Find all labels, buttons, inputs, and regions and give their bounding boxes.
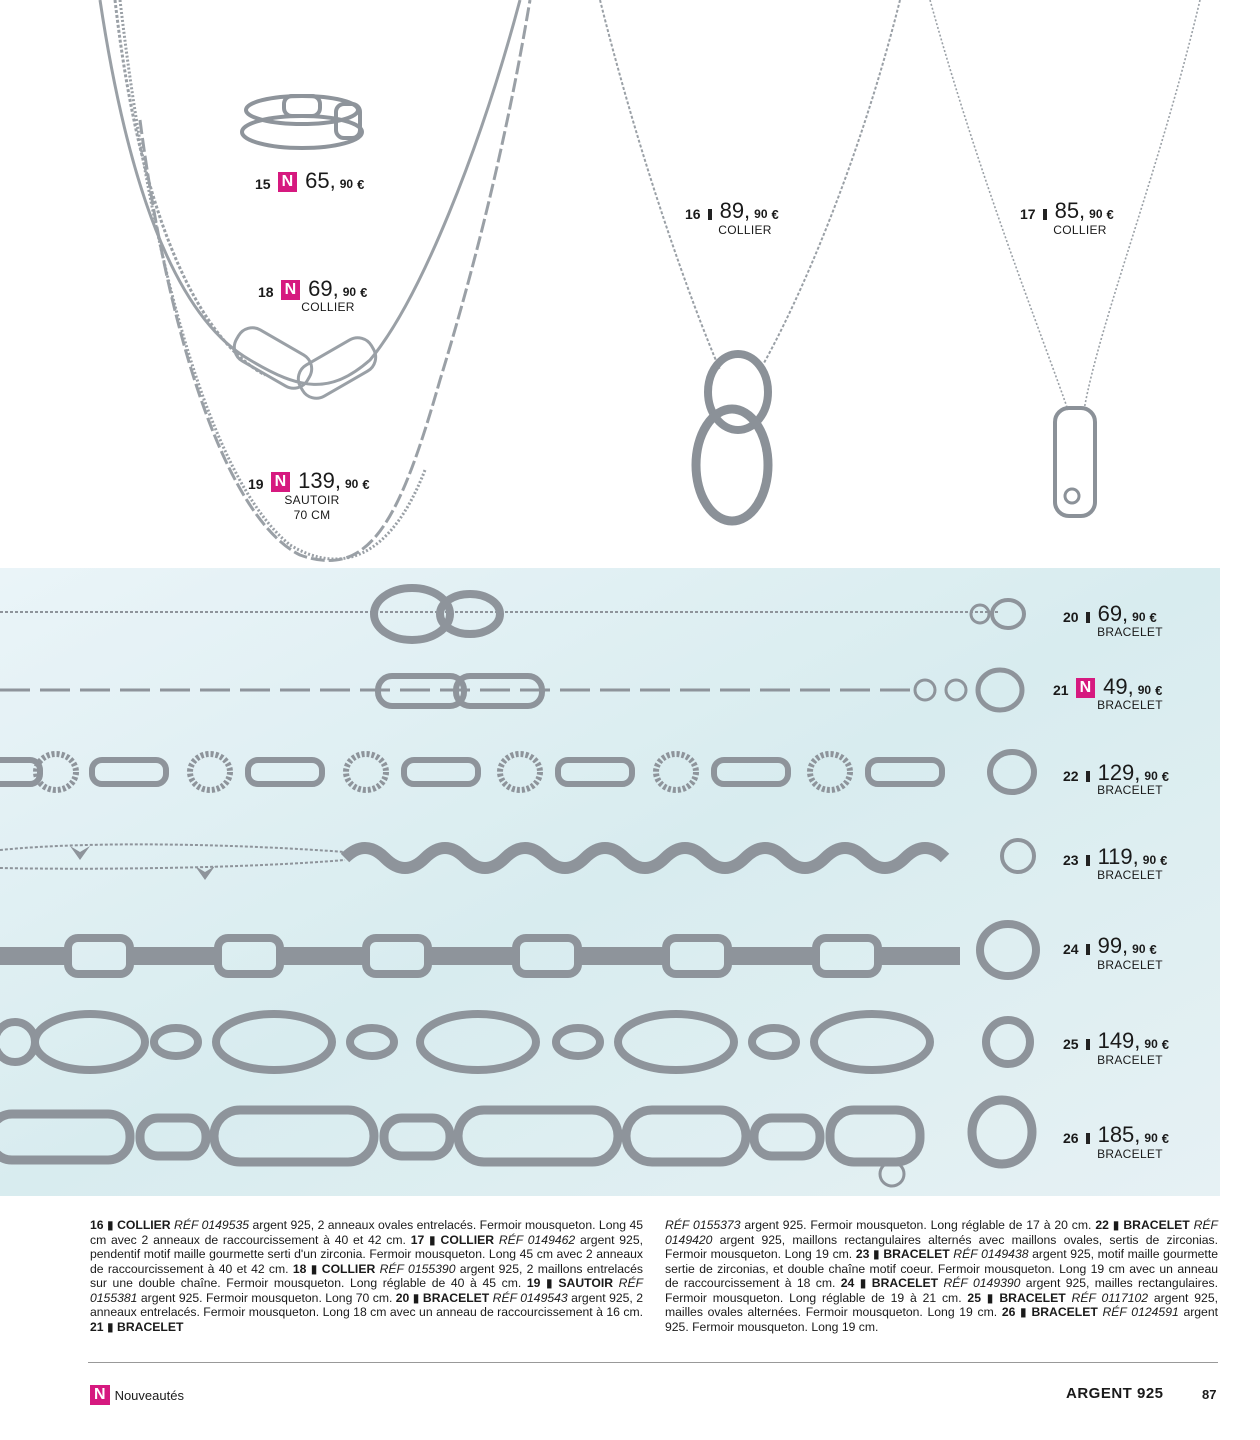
item-label-25: BRACELET — [1097, 1053, 1163, 1067]
price-tag-21 — [1053, 676, 1162, 698]
price-euros: 139, — [298, 468, 341, 493]
item-number: 26 — [1063, 1130, 1079, 1146]
desc-num: 18 — [292, 1261, 307, 1276]
necklace-17-image — [930, 0, 1200, 516]
price-cents: 90 — [1144, 1037, 1158, 1051]
price-cents: 90 — [1132, 610, 1146, 624]
desc-text: argent 925. Fermoir mousqueton. Long réglable de 17 à 20 cm. — [740, 1218, 1096, 1232]
new-badge: N — [281, 280, 301, 300]
desc-text: argent 925. Fermoir mousqueton. Long 19 cm. — [665, 1305, 1218, 1334]
desc-ref: RÉF 0124591 — [1102, 1305, 1179, 1319]
item-label-26: BRACELET — [1097, 1147, 1163, 1161]
desc-num: 20 — [395, 1290, 410, 1305]
desc-text: argent 925, mailles rectangulaires. Fermoir mousqueton. Long réglable de 19 à 21 cm. — [665, 1276, 1218, 1305]
desc-text: argent 925, motif maille gourmette sertie de zirconias, et double chaîne motif coeur. Fermoir mousqueton. Long 19 cm avec un anneau de raccourcissement à 18 cm. — [665, 1247, 1218, 1290]
desc-type: COLLIER — [440, 1232, 495, 1247]
item-number: 23 — [1063, 852, 1079, 868]
bracelet-background-band — [0, 568, 1220, 1196]
price-euros: 99, — [1097, 933, 1129, 958]
currency: € — [1161, 769, 1169, 784]
price-euros: 69, — [1097, 601, 1129, 626]
price-euros: 89, — [719, 198, 751, 223]
item-label-24: BRACELET — [1097, 958, 1163, 972]
desc-ref: RÉF 0155381 — [90, 1276, 644, 1305]
footer-legend — [90, 1385, 184, 1405]
desc-type: BRACELET — [1123, 1218, 1190, 1232]
currency: € — [1106, 207, 1114, 222]
price-cents: 90 — [1144, 1131, 1158, 1145]
currency: € — [357, 177, 365, 192]
item-label-19: SAUTOIR — [284, 493, 340, 507]
desc-ref: RÉF 0149543 — [492, 1290, 568, 1305]
desc-ref: RÉF 0149390 — [943, 1276, 1021, 1290]
item-label-22: BRACELET — [1097, 783, 1163, 797]
desc-text: argent 925, mailles ovales alternées. Fermoir mousqueton. Long 19 cm. — [665, 1290, 1218, 1319]
item-number: 17 — [1020, 206, 1036, 222]
new-badge: N — [90, 1385, 110, 1405]
item-number: 18 — [258, 284, 274, 300]
price-euros: 149, — [1097, 1028, 1141, 1053]
price-tag-22 — [1063, 762, 1169, 784]
desc-ref: RÉF 0155373 — [665, 1218, 741, 1232]
currency: € — [360, 285, 368, 300]
desc-num: 23 — [855, 1247, 870, 1261]
desc-type: BRACELET — [1031, 1305, 1098, 1319]
currency: € — [1149, 610, 1157, 625]
price-euros: 85, — [1054, 198, 1086, 223]
desc-num: 26 — [1001, 1305, 1016, 1319]
desc-ref: RÉF 0117102 — [1071, 1290, 1149, 1305]
price-cents: 90 — [1137, 683, 1152, 697]
desc-type: COLLIER — [117, 1218, 171, 1232]
price-tag-16 — [685, 200, 779, 222]
ring-15-image — [242, 96, 362, 148]
footer-divider — [88, 1362, 1218, 1363]
new-badge: N — [271, 472, 291, 492]
page-number: 87 — [1202, 1387, 1217, 1402]
price-cents: 90 — [1132, 942, 1146, 956]
price-tag-20 — [1063, 603, 1157, 625]
item-number: 25 — [1063, 1036, 1079, 1052]
desc-ref: RÉF 0149462 — [498, 1232, 576, 1247]
new-badge: N — [278, 172, 298, 192]
price-tag-26 — [1063, 1124, 1169, 1146]
description-column-right: RÉF 0155373 argent 925. Fermoir mousqueton. Long réglable de 17 à 20 cm. 22 ▮ BRACELET RÉF 0149420 argent 925, maillons rectangulaires alternés avec maillons ovales, sertis de zirconias. Fermoir mousqueton. Long 19 cm. 23 ▮ BRACELET RÉF 0149438 argent 925, motif maille gourmette sertie de zirconias, et double chaîne motif coeur. Fermoir mousqueton. Long 19 cm avec un anneau de raccourcissement à 18 cm. 24 ▮ BRACELET RÉF 0149390 argent 925, mailles rectangulaires. Fermoir mousqueton. Long réglable de 19 à 21 cm. 25 ▮ BRACELET RÉF 0117102 argent 925, mailles ovales alternées. Fermoir mousqueton. Long 19 cm. 26 ▮ BRACELET RÉF 0124591 argent 925. Fermoir mousqueton. Long 19 cm. — [665, 1218, 1218, 1334]
item-label-21: BRACELET — [1097, 698, 1163, 712]
item-number: 24 — [1063, 941, 1079, 957]
price-cents: 90 — [342, 285, 357, 299]
desc-num: 21 — [90, 1319, 104, 1334]
desc-type: COLLIER — [321, 1261, 376, 1276]
item-label-20: BRACELET — [1097, 625, 1163, 639]
necklace-16-image — [600, 0, 900, 521]
desc-ref: RÉF 0149438 — [953, 1247, 1029, 1261]
desc-type: SAUTOIR — [558, 1276, 614, 1290]
item-number: 16 — [685, 206, 701, 222]
section-title: ARGENT 925 — [1066, 1385, 1164, 1402]
desc-ref: RÉF 0155390 — [379, 1261, 456, 1276]
price-euros: 119, — [1097, 844, 1139, 869]
currency: € — [1161, 1037, 1169, 1052]
price-euros: 49, — [1103, 674, 1134, 699]
desc-type: BRACELET — [871, 1276, 939, 1290]
desc-text: argent 925, maillons rectangulaires alternés avec maillons ovales, sertis de zirconias. Fermoir mousqueton. Long 19 cm. — [665, 1232, 1218, 1261]
price-cents: 90 — [1142, 853, 1157, 867]
desc-ref: RÉF 0149535 — [174, 1218, 250, 1232]
price-cents: 90 — [344, 477, 359, 491]
desc-num: 17 — [410, 1232, 425, 1247]
item-number: 19 — [248, 476, 264, 492]
price-euros: 69, — [308, 276, 339, 301]
price-tag-17 — [1020, 200, 1114, 222]
desc-type: BRACELET — [117, 1319, 184, 1334]
separator-bar — [708, 209, 712, 220]
price-euros: 65, — [305, 168, 336, 193]
desc-type: BRACELET — [422, 1290, 490, 1305]
item-label-17: COLLIER — [1053, 223, 1107, 237]
desc-text: argent 925, 2 maillons entrelacés sur une double chaîne. Fermoir mousqueton. Long réglable de 40 à 45 cm. — [90, 1261, 643, 1290]
desc-text: argent 925, 2 anneaux entrelacés. Fermoir mousqueton. Long 18 cm avec un anneau de raccourcissement à 16 cm. — [90, 1290, 643, 1319]
desc-num: 19 — [526, 1276, 541, 1290]
desc-type: BRACELET — [999, 1290, 1066, 1305]
item-number: 20 — [1063, 609, 1079, 625]
price-tag-18 — [258, 278, 367, 300]
currency: € — [1161, 1131, 1169, 1146]
currency: € — [1160, 853, 1168, 868]
item-label-18: COLLIER — [301, 300, 355, 314]
desc-text: argent 925. Fermoir mousqueton. Long 70 cm. — [137, 1290, 396, 1305]
desc-type: BRACELET — [883, 1247, 950, 1261]
separator-bar — [1086, 1133, 1090, 1144]
separator-bar — [1086, 771, 1090, 782]
price-tag-19 — [248, 470, 370, 492]
price-tag-15 — [255, 170, 364, 192]
separator-bar — [1086, 944, 1090, 955]
legend-text: Nouveautés — [114, 1387, 184, 1403]
price-cents: 90 — [1144, 769, 1158, 783]
item-label-23: BRACELET — [1097, 868, 1163, 882]
price-cents: 90 — [1089, 207, 1103, 221]
desc-num: 16 — [90, 1218, 104, 1232]
desc-text: argent 925, 2 anneaux ovales entrelacés. Fermoir mousqueton. Long 45 cm avec 2 anneaux de raccourcissement à 40 et 42 cm. — [90, 1218, 643, 1247]
desc-num: 22 — [1095, 1218, 1109, 1232]
separator-bar — [1086, 612, 1090, 623]
separator-bar — [1043, 209, 1047, 220]
item-label-19-length: 70 CM — [293, 508, 331, 522]
price-euros: 129, — [1097, 760, 1141, 785]
price-tag-23 — [1063, 846, 1167, 868]
currency: € — [771, 207, 779, 222]
item-number: 15 — [255, 176, 271, 192]
desc-text: argent 925, pendentif motif maille gourmette serti d'un zirconia. Fermoir mousqueton. Long 45 cm avec 2 anneaux de raccourcissement à 40 et 42 cm. — [90, 1232, 643, 1276]
desc-num: 25 — [967, 1290, 981, 1305]
price-cents: 90 — [339, 177, 354, 191]
price-tag-25 — [1063, 1030, 1169, 1052]
currency: € — [1149, 942, 1157, 957]
desc-ref: RÉF 0149420 — [665, 1218, 1218, 1247]
separator-bar — [1086, 1039, 1090, 1050]
price-euros: 185, — [1097, 1122, 1141, 1147]
desc-num: 24 — [840, 1276, 855, 1290]
description-column-left: 16 ▮ COLLIER RÉF 0149535 argent 925, 2 anneaux ovales entrelacés. Fermoir mousqueton. Long 45 cm avec 2 anneaux de raccourcissement à 40 et 42 cm. 17 ▮ COLLIER RÉF 0149462 argent 925, pendentif motif maille gourmette serti d'un zirconia. Fermoir mousqueton. Long 45 cm avec 2 anneaux de raccourcissement à 40 et 42 cm. 18 ▮ COLLIER RÉF 0155390 argent 925, 2 maillons entrelacés sur une double chaîne. Fermoir mousqueton. Long réglable de 40 à 45 cm. 19 ▮ SAUTOIR RÉF 0155381 argent 925. Fermoir mousqueton. Long 70 cm. 20 ▮ BRACELET RÉF 0149543 argent 925, 2 anneaux entrelacés. Fermoir mousqueton. Long 18 cm avec un anneau de raccourcissement à 16 cm. 21 ▮ BRACELET — [90, 1218, 644, 1334]
price-cents: 90 — [754, 207, 768, 221]
currency: € — [1155, 683, 1163, 698]
item-number: 22 — [1063, 768, 1079, 784]
separator-bar — [1086, 855, 1090, 866]
new-badge: N — [1076, 678, 1096, 698]
price-tag-24 — [1063, 935, 1157, 957]
item-label-16: COLLIER — [718, 223, 772, 237]
currency: € — [362, 477, 370, 492]
item-number: 21 — [1053, 682, 1069, 698]
